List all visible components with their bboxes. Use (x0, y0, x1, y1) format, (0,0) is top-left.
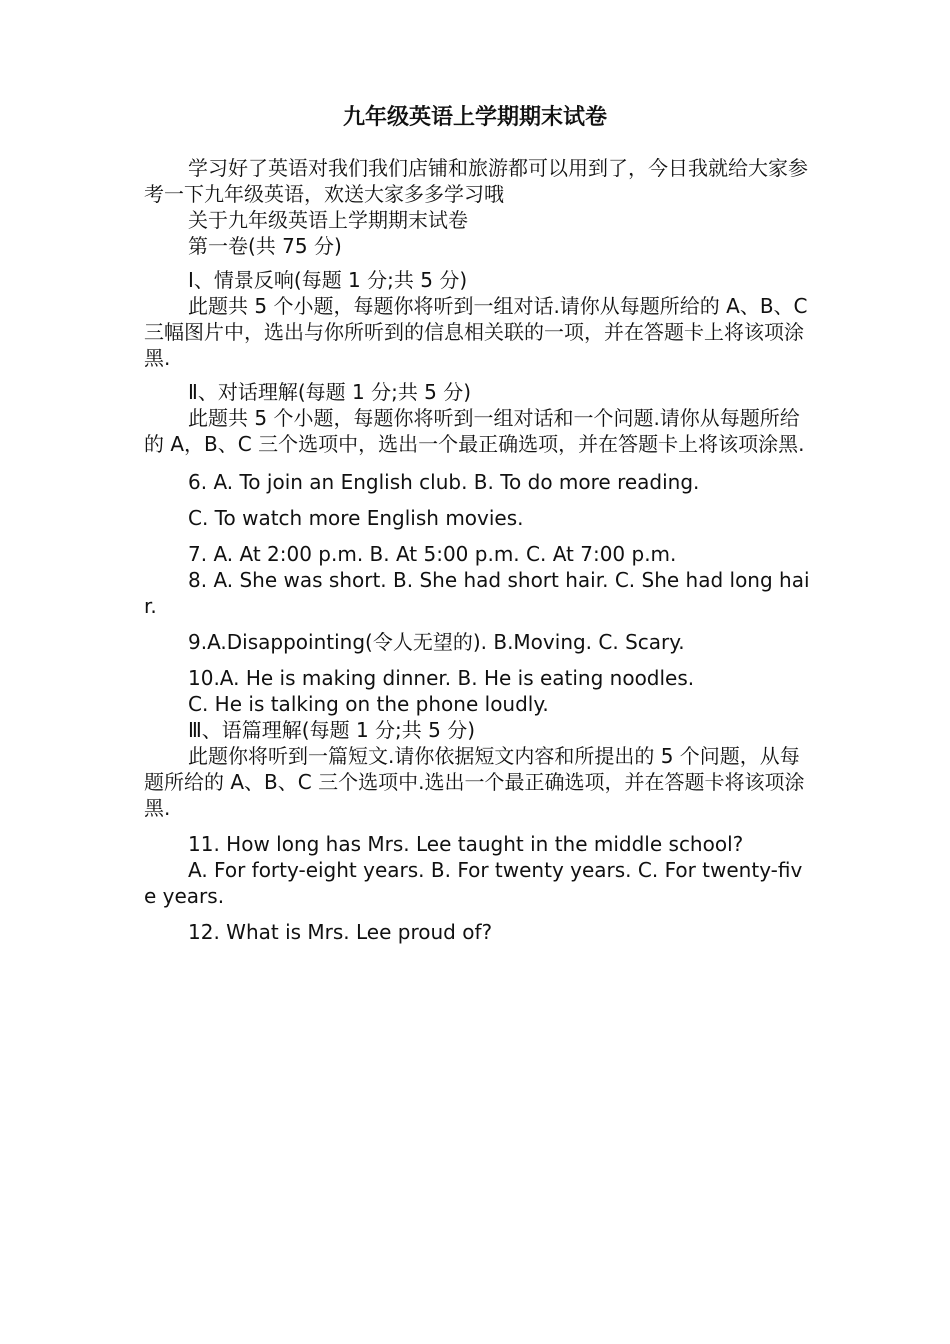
subtitle-line: 关于九年级英语上学期期末试卷 (188, 208, 468, 232)
section-heading-3: Ⅲ、语篇理解(每题 1 分;共 5 分) (188, 718, 476, 742)
question-11-options: A. For forty-eight years. B. For twenty years. C. For twenty-five years. (144, 858, 803, 908)
intro-paragraph: 学习好了英语对我们我们店铺和旅游都可以用到了，今日我就给大家参考一下九年级英语，欢送大家多多学习哦 (144, 156, 808, 206)
question-8: 8. A. She was short. B. She had short hair. C. She had long hair. (144, 568, 810, 618)
question-10: 10.A. He is making dinner. B. He is eating noodles. (188, 666, 695, 690)
section-instructions-2: 此题共 5 个小题，每题你将听到一组对话和一个问题.请你从每题所给的 A，B、C 三个选项中，选出一个最正确选项，并在答题卡上将该项涂黑. (144, 406, 805, 456)
page-title: 九年级英语上学期期末试卷 (342, 105, 607, 130)
section-instructions-3: 此题你将听到一篇短文.请你依据短文内容和所提出的 5 个问题，从每题所给的 A、B、C 三个选项中.选出一个最正确选项，并在答题卡将该项涂黑. (144, 744, 805, 820)
question-11: 11. How long has Mrs. Lee taught in the middle school? (188, 832, 744, 856)
section-instructions-1: 此题共 5 个小题，每题你将听到一组对话.请你从每题所给的 A、B、C 三幅图片中，选出与你所听到的信息相关联的一项，并在答题卡上将该项涂黑. (144, 294, 808, 370)
section-heading-1: I、情景反响(每题 1 分;共 5 分) (188, 268, 468, 292)
question-7: 7. A. At 2:00 p.m. B. At 5:00 p.m. C. At 7:00 p.m. (188, 542, 677, 566)
document-body (144, 155, 810, 945)
question-10-option-c: C. He is talking on the phone loudly. (188, 692, 549, 716)
question-12: 12. What is Mrs. Lee proud of? (188, 920, 493, 944)
section-heading-2: Ⅱ、对话理解(每题 1 分;共 5 分) (188, 380, 472, 404)
question-6: 6. A. To join an English club. B. To do more reading. (188, 470, 700, 494)
volume-heading: 第一卷(共 75 分) (188, 234, 342, 258)
question-9: 9.A.Disappointing(令人无望的). B.Moving. C. Scary. (188, 630, 685, 654)
question-6-option-c: C. To watch more English movies. (188, 506, 524, 530)
